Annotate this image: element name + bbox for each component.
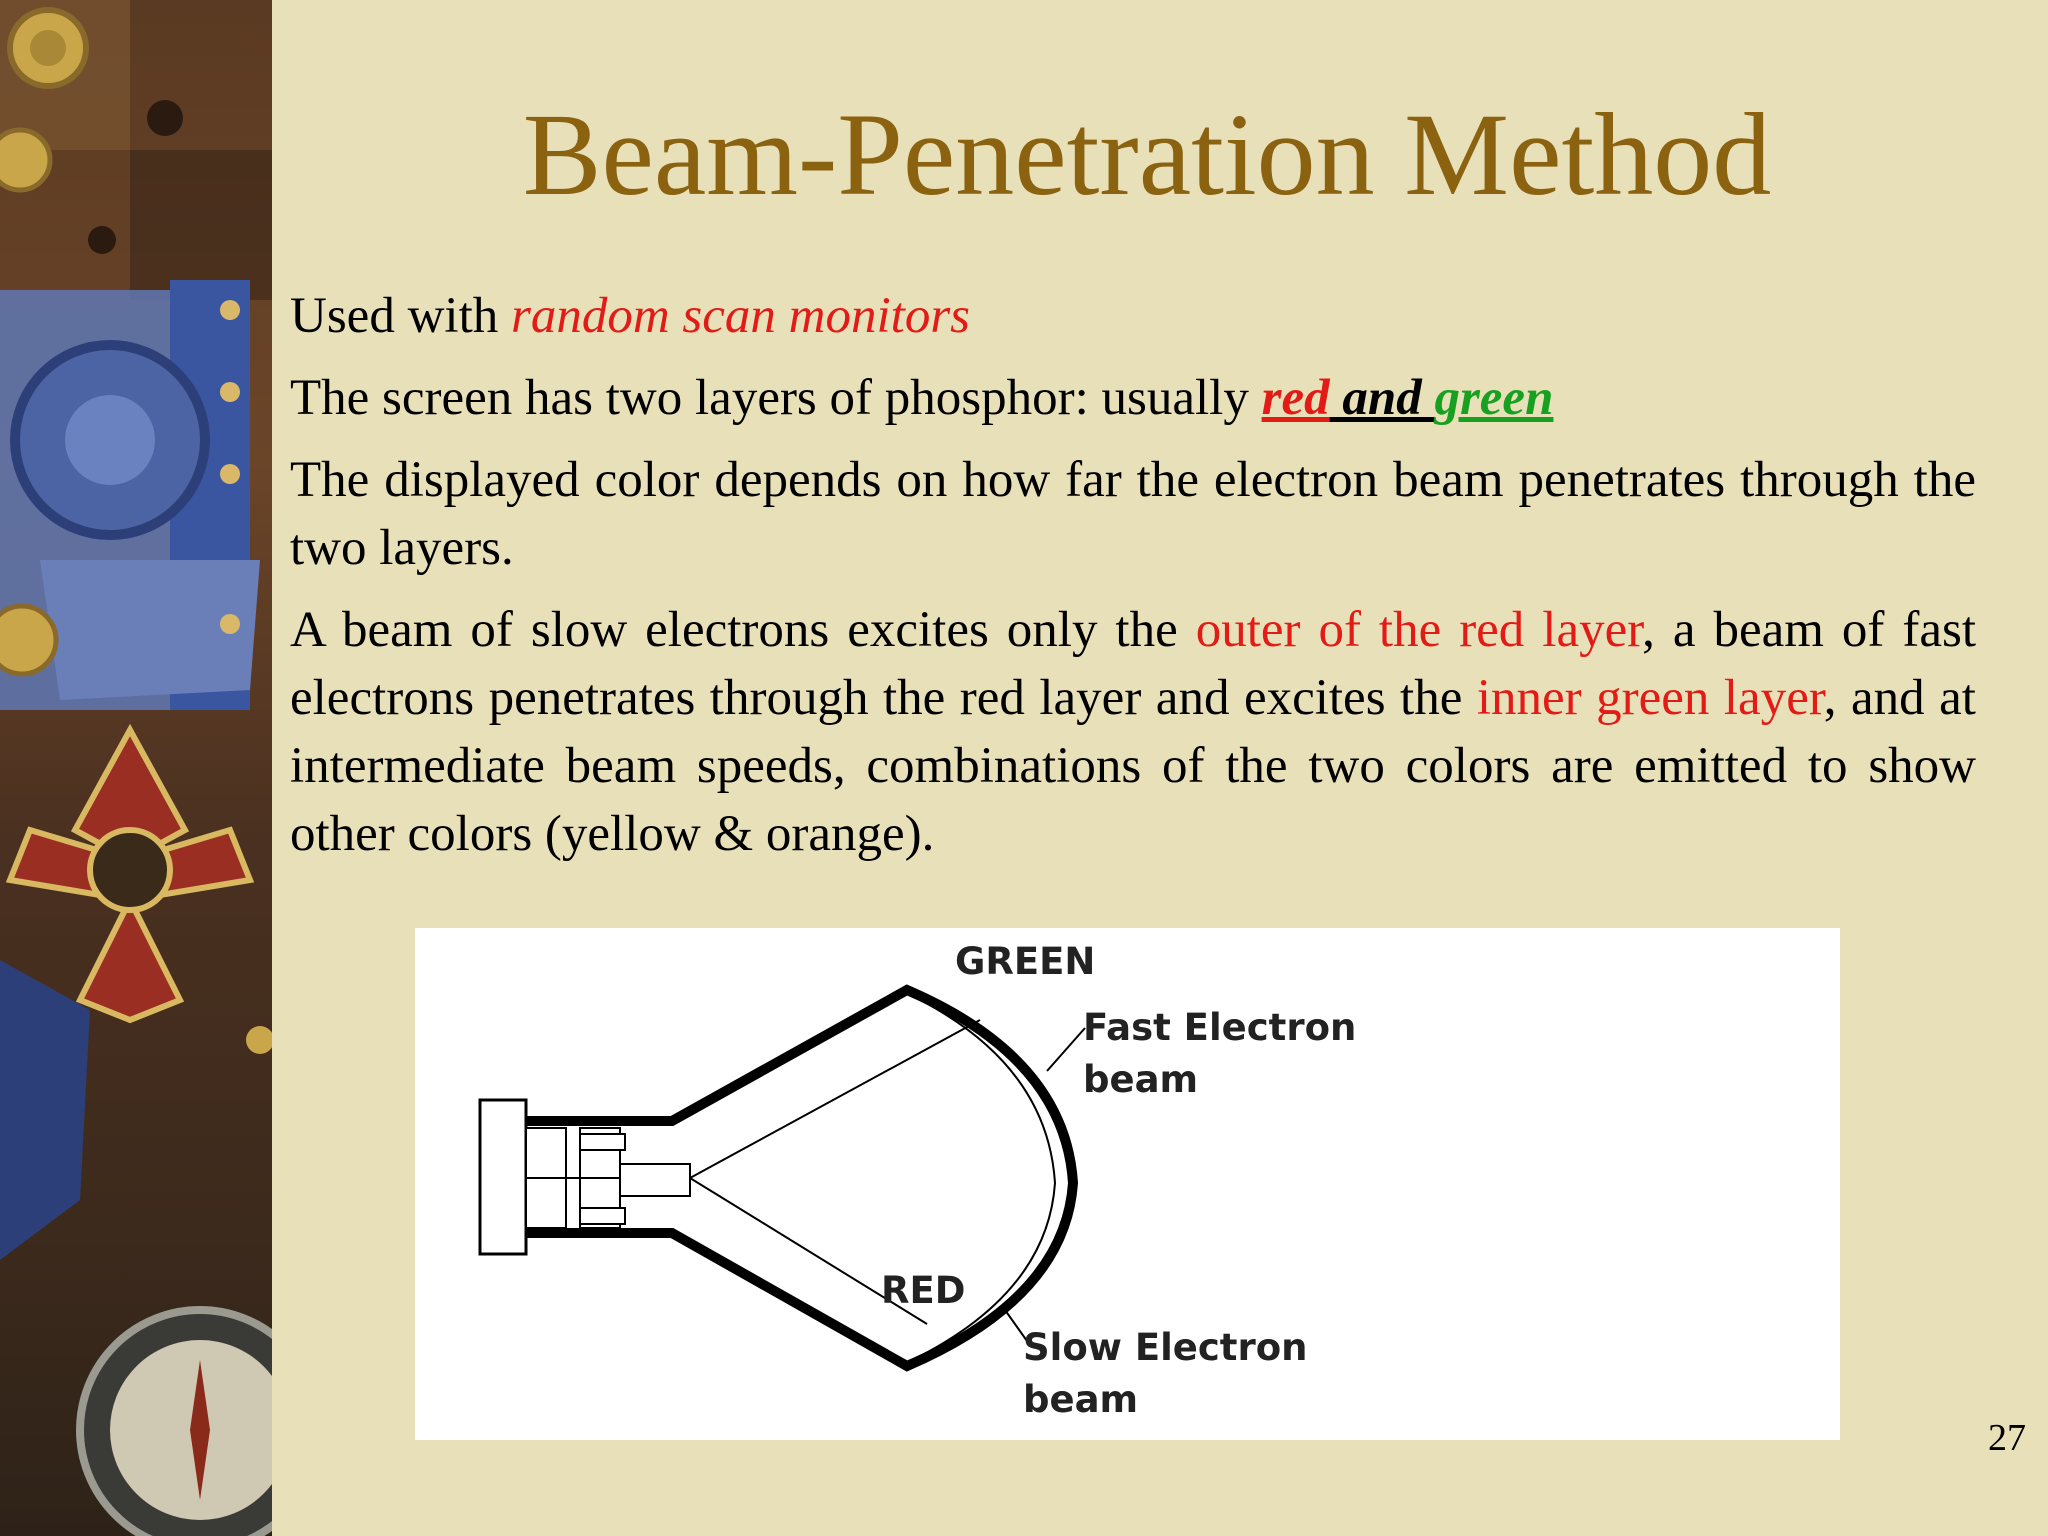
bullet-3-text: The displayed color depends on how far the electron beam penetrates through the two layers. — [290, 452, 1976, 576]
label-red-layer: RED — [881, 1269, 966, 1312]
bullet-list — [290, 282, 1976, 882]
bullet-2-and: and — [1329, 370, 1435, 426]
bullet-displayed-color — [290, 446, 1976, 582]
slide-number: 27 — [1988, 1417, 2026, 1459]
bullet-beam-speed — [290, 596, 1976, 868]
bullet-1-lead: Used with — [290, 288, 511, 344]
bullet-2-green: green — [1434, 370, 1554, 426]
label-fast-electron-line2: beam — [1083, 1058, 1199, 1101]
slide-title: Beam-Penetration Method — [522, 89, 1772, 220]
bullet-phosphor-layers — [290, 364, 1976, 432]
crt-diagram — [415, 928, 1840, 1440]
label-slow-electron-line1: Slow Electron — [1023, 1326, 1308, 1369]
bullet-4-text-2: , a beam of fast electrons penetrates through the red layer and excites the — [290, 602, 1976, 726]
bullet-4-text-1: A beam of slow electrons excites only the — [290, 602, 1196, 658]
fast-electron-beam-line — [690, 1020, 980, 1178]
focusing-anode — [620, 1164, 690, 1196]
decorative-side-panel — [0, 0, 272, 1536]
label-slow-electron-line2: beam — [1023, 1378, 1139, 1421]
bullet-4-outer-red: outer of the red layer — [1195, 602, 1643, 658]
fast-beam-leader — [1047, 1028, 1085, 1071]
bullet-2-lead: The screen has two layers of phosphor: usually — [290, 370, 1262, 426]
bullet-4-inner-green: inner green layer — [1476, 670, 1824, 726]
bullet-2-red: red — [1261, 370, 1330, 426]
bullet-4-text-3: , and at intermediate beam speeds, combinations of the two colors are emitted to show other colors (yellow & orange). — [290, 670, 1976, 862]
label-fast-electron-line1: Fast Electron — [1083, 1006, 1357, 1049]
medals-collage-illustration — [0, 0, 272, 1536]
bullet-random-scan — [290, 282, 1976, 350]
bullet-1-emphasis: random scan monitors — [510, 288, 971, 344]
label-green-layer: GREEN — [955, 940, 1096, 983]
electron-gun-base — [480, 1100, 526, 1254]
